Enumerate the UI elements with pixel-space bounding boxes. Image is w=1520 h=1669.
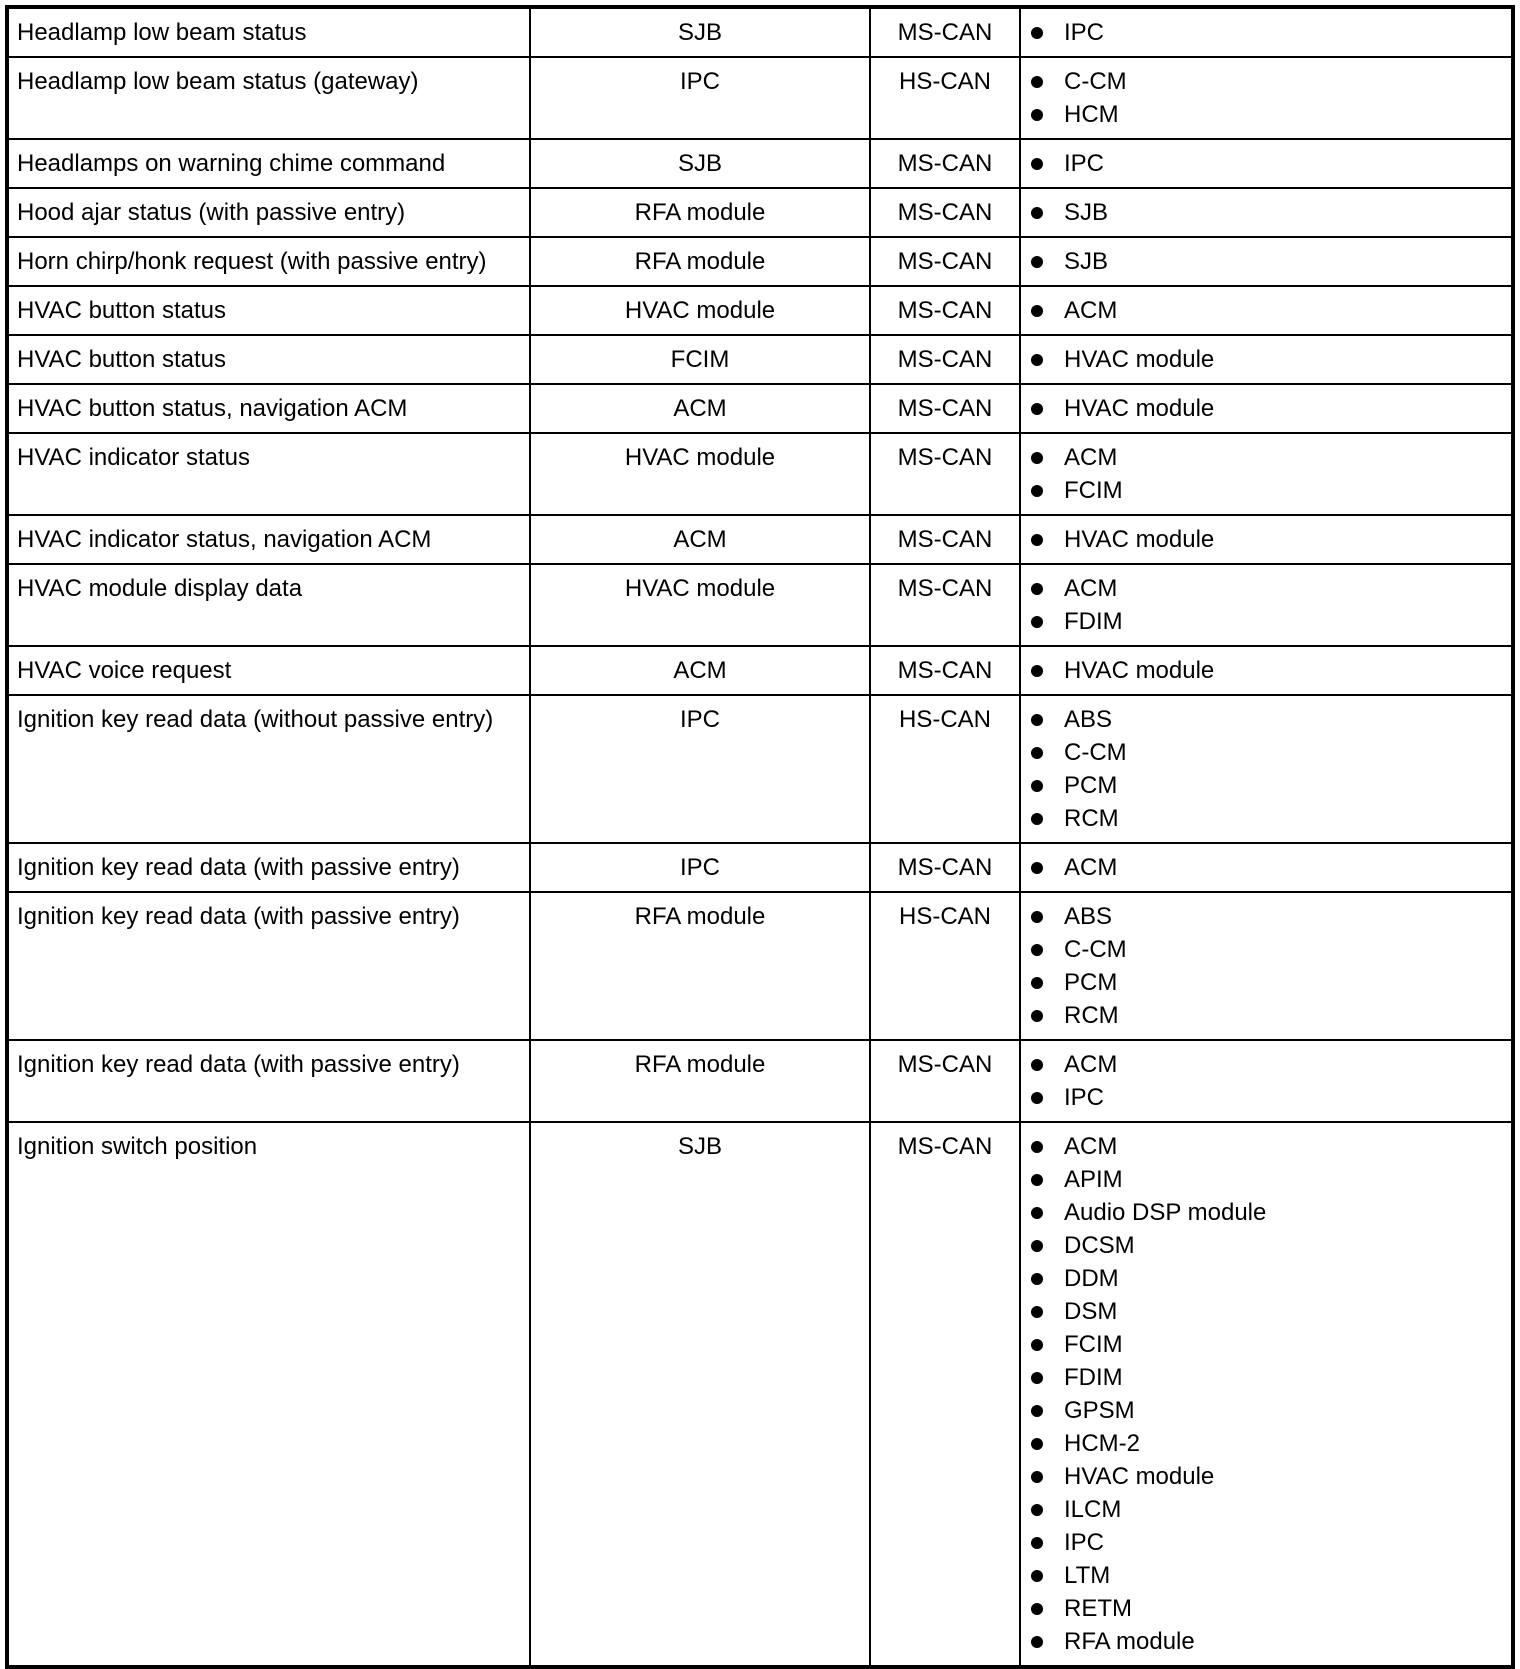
receiving-module-item: HCM [1029, 98, 1503, 131]
network-cell: MS-CAN [870, 843, 1020, 892]
receiving-module-item: ACM [1029, 1130, 1503, 1163]
receiving-module-item: SJB [1029, 196, 1503, 229]
table-row [7, 695, 1513, 843]
receiving-module-item: SJB [1029, 245, 1503, 278]
message-cell: Hood ajar status (with passive entry) [7, 188, 530, 237]
message-cell: Headlamp low beam status [7, 7, 530, 57]
table-row [7, 139, 1513, 188]
message-cell: HVAC voice request [7, 646, 530, 695]
receiving-module-item: HVAC module [1029, 392, 1503, 425]
receiving-module-item: ACM [1029, 572, 1503, 605]
receiving-module-item: DCSM [1029, 1229, 1503, 1262]
receiving-module-item: C-CM [1029, 65, 1503, 98]
receiving-module-item: ACM [1029, 1048, 1503, 1081]
receiving-module-item: DSM [1029, 1295, 1503, 1328]
network-cell: MS-CAN [870, 237, 1020, 286]
source-module-cell: IPC [530, 57, 870, 139]
network-cell: MS-CAN [870, 564, 1020, 646]
receiving-modules-list [1029, 572, 1503, 638]
receiving-module-item: PCM [1029, 769, 1503, 802]
network-cell: MS-CAN [870, 335, 1020, 384]
receiving-module-item: LTM [1029, 1559, 1503, 1592]
receiving-modules-cell [1020, 843, 1513, 892]
receiving-module-item: RCM [1029, 802, 1503, 835]
message-cell: Ignition key read data (with passive entry) [7, 892, 530, 1040]
receiving-modules-cell [1020, 515, 1513, 564]
receiving-module-item: ACM [1029, 441, 1503, 474]
table-row [7, 57, 1513, 139]
message-cell: Ignition switch position [7, 1122, 530, 1667]
receiving-modules-list [1029, 441, 1503, 507]
receiving-modules-list [1029, 851, 1503, 884]
table-row [7, 892, 1513, 1040]
receiving-modules-list [1029, 392, 1503, 425]
receiving-module-item: RETM [1029, 1592, 1503, 1625]
message-cell: HVAC button status, navigation ACM [7, 384, 530, 433]
source-module-cell: HVAC module [530, 433, 870, 515]
network-cell: MS-CAN [870, 384, 1020, 433]
receiving-modules-list [1029, 900, 1503, 1032]
source-module-cell: HVAC module [530, 286, 870, 335]
receiving-module-item: ACM [1029, 851, 1503, 884]
network-cell: HS-CAN [870, 892, 1020, 1040]
table-row [7, 646, 1513, 695]
receiving-modules-list [1029, 703, 1503, 835]
message-cell: Headlamp low beam status (gateway) [7, 57, 530, 139]
receiving-modules-cell [1020, 384, 1513, 433]
source-module-cell: IPC [530, 843, 870, 892]
receiving-modules-cell [1020, 564, 1513, 646]
table-row [7, 1040, 1513, 1122]
receiving-module-item: FCIM [1029, 474, 1503, 507]
receiving-module-item: C-CM [1029, 933, 1503, 966]
source-module-cell: SJB [530, 7, 870, 57]
table-row [7, 7, 1513, 57]
receiving-module-item: C-CM [1029, 736, 1503, 769]
table-row [7, 515, 1513, 564]
network-cell: HS-CAN [870, 695, 1020, 843]
table-row [7, 843, 1513, 892]
receiving-module-item: FDIM [1029, 1361, 1503, 1394]
table-row [7, 286, 1513, 335]
receiving-module-item: IPC [1029, 1526, 1503, 1559]
message-cell: HVAC indicator status, navigation ACM [7, 515, 530, 564]
receiving-module-item: GPSM [1029, 1394, 1503, 1427]
receiving-modules-cell [1020, 892, 1513, 1040]
message-cell: Ignition key read data (with passive entry) [7, 843, 530, 892]
receiving-modules-list [1029, 1130, 1503, 1658]
receiving-modules-list [1029, 196, 1503, 229]
receiving-modules-list [1029, 523, 1503, 556]
table-body [7, 7, 1513, 1667]
receiving-module-item: IPC [1029, 1081, 1503, 1114]
source-module-cell: HVAC module [530, 564, 870, 646]
message-cell: HVAC button status [7, 286, 530, 335]
source-module-cell: RFA module [530, 237, 870, 286]
receiving-module-item: PCM [1029, 966, 1503, 999]
source-module-cell: SJB [530, 1122, 870, 1667]
message-cell: Ignition key read data (without passive entry) [7, 695, 530, 843]
source-module-cell: ACM [530, 515, 870, 564]
receiving-modules-cell [1020, 1040, 1513, 1122]
receiving-modules-cell [1020, 7, 1513, 57]
source-module-cell: RFA module [530, 1040, 870, 1122]
network-cell: MS-CAN [870, 286, 1020, 335]
table-row [7, 237, 1513, 286]
receiving-modules-cell [1020, 188, 1513, 237]
message-cell: Headlamps on warning chime command [7, 139, 530, 188]
message-cell: Ignition key read data (with passive entry) [7, 1040, 530, 1122]
receiving-modules-cell [1020, 237, 1513, 286]
receiving-module-item: IPC [1029, 16, 1503, 49]
network-cell: MS-CAN [870, 139, 1020, 188]
message-cell: HVAC module display data [7, 564, 530, 646]
receiving-modules-list [1029, 654, 1503, 687]
receiving-modules-list [1029, 65, 1503, 131]
table-row [7, 335, 1513, 384]
table-row [7, 188, 1513, 237]
receiving-module-item: HVAC module [1029, 523, 1503, 556]
receiving-modules-list [1029, 343, 1503, 376]
source-module-cell: IPC [530, 695, 870, 843]
network-cell: MS-CAN [870, 646, 1020, 695]
table-row [7, 564, 1513, 646]
receiving-modules-list [1029, 147, 1503, 180]
receiving-module-item: RFA module [1029, 1625, 1503, 1658]
receiving-module-item: HVAC module [1029, 654, 1503, 687]
source-module-cell: RFA module [530, 892, 870, 1040]
receiving-modules-cell [1020, 286, 1513, 335]
receiving-module-item: FDIM [1029, 605, 1503, 638]
receiving-modules-list [1029, 294, 1503, 327]
receiving-module-item: ACM [1029, 294, 1503, 327]
receiving-module-item: ABS [1029, 900, 1503, 933]
source-module-cell: SJB [530, 139, 870, 188]
receiving-module-item: FCIM [1029, 1328, 1503, 1361]
network-cell: MS-CAN [870, 7, 1020, 57]
receiving-modules-cell [1020, 335, 1513, 384]
network-cell: MS-CAN [870, 1040, 1020, 1122]
table-row [7, 384, 1513, 433]
network-message-table [5, 5, 1515, 1669]
source-module-cell: FCIM [530, 335, 870, 384]
receiving-module-item: DDM [1029, 1262, 1503, 1295]
source-module-cell: ACM [530, 384, 870, 433]
receiving-modules-cell [1020, 1122, 1513, 1667]
receiving-module-item: HVAC module [1029, 1460, 1503, 1493]
receiving-modules-list [1029, 16, 1503, 49]
receiving-module-item: HVAC module [1029, 343, 1503, 376]
network-cell: MS-CAN [870, 188, 1020, 237]
message-cell: HVAC indicator status [7, 433, 530, 515]
table-row [7, 433, 1513, 515]
network-cell: MS-CAN [870, 433, 1020, 515]
receiving-modules-list [1029, 1048, 1503, 1114]
receiving-module-item: RCM [1029, 999, 1503, 1032]
receiving-module-item: APIM [1029, 1163, 1503, 1196]
network-cell: HS-CAN [870, 57, 1020, 139]
receiving-modules-cell [1020, 57, 1513, 139]
table-row [7, 1122, 1513, 1667]
receiving-module-item: ABS [1029, 703, 1503, 736]
receiving-module-item: IPC [1029, 147, 1503, 180]
network-cell: MS-CAN [870, 515, 1020, 564]
receiving-module-item: ILCM [1029, 1493, 1503, 1526]
message-cell: HVAC button status [7, 335, 530, 384]
source-module-cell: RFA module [530, 188, 870, 237]
receiving-modules-cell [1020, 433, 1513, 515]
message-cell: Horn chirp/honk request (with passive entry) [7, 237, 530, 286]
receiving-modules-cell [1020, 695, 1513, 843]
receiving-module-item: HCM-2 [1029, 1427, 1503, 1460]
receiving-module-item: Audio DSP module [1029, 1196, 1503, 1229]
network-cell: MS-CAN [870, 1122, 1020, 1667]
receiving-modules-cell [1020, 139, 1513, 188]
source-module-cell: ACM [530, 646, 870, 695]
receiving-modules-list [1029, 245, 1503, 278]
receiving-modules-cell [1020, 646, 1513, 695]
